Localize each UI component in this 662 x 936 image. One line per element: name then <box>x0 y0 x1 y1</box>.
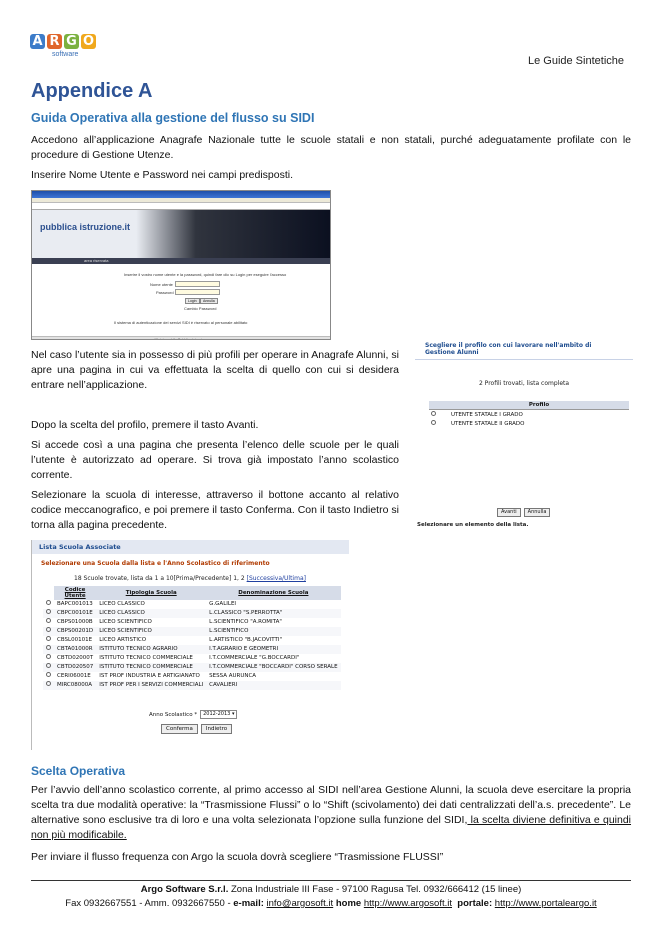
browser-titlebar <box>32 191 330 198</box>
operative-choice-title: Scelta Operativa <box>31 764 126 778</box>
operative-choice-text: Per l’avvio dell’anno scolastico corrente, al primo accesso al SIDI nell’area Gestione Alunni, la scuola deve esercitare la propria scelta tra due modalità operative: la “Trasmissione Flussi” o lo “Shift (scivolamento) dei dati centralizzati dell’a.s. precedente”. Le alternative sono esclusive tra di loro e una volta selezionata l’opzione sulla funzione del SIDI, <box>31 784 631 826</box>
name-column-header: Denominazione Scuola <box>206 586 340 600</box>
frame-border <box>31 540 32 750</box>
school-type: ISTITUTO TECNICO COMMERCIALE <box>99 655 193 661</box>
username-label: Nome utente <box>150 282 173 287</box>
reset-button[interactable]: Annulla <box>200 298 218 304</box>
profile-paragraph: Nel caso l’utente sia in possesso di più profili per operare in Anagrafe Alunni, si apre una pagina in cui va effettuata la scelta di quello con cui si desidera entrare nell’applicazione. <box>31 349 399 391</box>
logo-letter: A <box>30 34 45 49</box>
school-radio-cell <box>43 645 54 654</box>
school-radio-cell <box>43 654 54 663</box>
school-code: CBSL00101E <box>57 637 93 643</box>
school-radio[interactable] <box>46 645 51 650</box>
school-row[interactable] <box>43 645 341 654</box>
profile-table-radio-col <box>429 401 449 410</box>
portal-label: portale: <box>457 898 493 909</box>
school-count-text: 18 Scuole trovate, lista da 1 a 10[Prima/Precedente] 1, 2 <box>74 575 245 582</box>
school-name: I.T.AGRARIO E GEOMETRI <box>206 645 340 654</box>
school-radio[interactable] <box>46 618 51 623</box>
portal-link[interactable]: http://www.portaleargo.it <box>494 898 597 909</box>
school-list-instruction: Selezionare una Scuola dalla lista e l'Anno Scolastico di riferimento <box>41 560 270 567</box>
pagination-links[interactable]: [Successiva/Ultima] <box>246 575 306 582</box>
profile-radio-cell <box>429 410 449 420</box>
school-pagination <box>31 575 349 582</box>
school-year-field <box>149 710 237 719</box>
school-row[interactable] <box>43 663 341 672</box>
logo-letter: R <box>47 34 62 49</box>
school-code: CBTD02000T <box>57 655 94 661</box>
footer-address <box>31 884 631 895</box>
profile-row[interactable] <box>429 410 629 420</box>
logo-letters <box>30 34 100 49</box>
school-radio-cell <box>43 609 54 618</box>
school-radio[interactable] <box>46 600 51 605</box>
cancel-button[interactable]: Annulla <box>524 508 551 517</box>
school-code: CBTA01000R <box>54 645 96 654</box>
school-radio[interactable] <box>46 609 51 614</box>
school-radio-cell <box>43 636 54 645</box>
profile-column-header: Profilo <box>449 401 629 410</box>
profile-radio[interactable] <box>431 420 436 425</box>
school-radio[interactable] <box>46 636 51 641</box>
guide-series-title: Le Guide Sintetiche <box>527 55 624 67</box>
school-code: CBTD020507 <box>54 663 96 672</box>
operative-choice-warning: la scelta diviene definitiva e quindi non più modificabile. <box>31 814 632 841</box>
email-label: e-mail: <box>233 898 264 909</box>
school-row[interactable] <box>43 609 341 618</box>
school-type: LICEO CLASSICO <box>96 609 206 618</box>
school-row[interactable] <box>43 672 341 681</box>
school-radio[interactable] <box>46 627 51 632</box>
flow-instruction: Per inviare il flusso frequenza con Argo la scuola dovrà scegliere “Trasmissione FLUSSI” <box>31 851 444 863</box>
profile-row[interactable] <box>429 419 629 428</box>
school-code: CBPC00101E <box>54 609 96 618</box>
footer-divider <box>31 880 631 881</box>
profile-name: UTENTE STATALE II GRADO <box>451 420 525 427</box>
school-year-value: 2012-2013 <box>203 711 231 717</box>
school-name: I.T.COMMERCIALE "BOCCARDI" CORSO SERALE <box>206 663 340 672</box>
school-radio-cell <box>43 681 54 690</box>
school-row[interactable] <box>43 654 341 663</box>
school-list-screenshot <box>31 540 349 750</box>
profile-radio[interactable] <box>431 411 436 416</box>
school-radio-cell <box>43 672 54 681</box>
school-radio[interactable] <box>46 672 51 677</box>
school-row[interactable] <box>43 636 341 645</box>
school-radio[interactable] <box>46 663 51 668</box>
operative-choice-paragraph <box>31 783 631 843</box>
login-form <box>32 264 330 336</box>
school-type: IST PROF INDUSTRIA E ARTIGIANATO <box>99 673 200 679</box>
profile-radio-cell <box>429 419 449 428</box>
school-type: LICEO CLASSICO <box>99 601 145 607</box>
next-paragraph: Dopo la scelta del profilo, premere il tasto Avanti. <box>31 419 259 431</box>
footer-contacts <box>31 898 631 909</box>
home-label: home <box>335 898 362 909</box>
logo-letter: G <box>64 34 79 49</box>
school-row[interactable] <box>43 600 341 609</box>
school-code: CBPS01000B <box>57 619 93 625</box>
logo-subtitle: software <box>52 51 79 58</box>
school-table <box>43 586 341 690</box>
school-name: L.SCIENTIFICO <box>206 627 340 636</box>
school-type: LICEO SCIENTIFICO <box>96 627 206 636</box>
profile-screenshot <box>415 334 633 540</box>
change-password-link[interactable]: Cambio Password <box>184 306 217 311</box>
schools-paragraph: Si accede così a una pagina che presenta l’elenco delle scuole per le quali l’utente è autorizzato ad operare. Si trova già impostato l’anno scolastico corrente. <box>31 439 399 481</box>
school-year-label: Anno Scolastico * <box>149 711 198 718</box>
school-type: ISTITUTO TECNICO AGRARIO <box>96 645 206 654</box>
school-radio-cell <box>43 618 54 627</box>
school-name: L.CLASSICO "S.PERROTTA" <box>206 609 340 618</box>
home-link[interactable]: http://www.argosoft.it <box>363 898 453 909</box>
school-row[interactable] <box>43 627 341 636</box>
school-type: ISTITUTO TECNICO COMMERCIALE <box>96 663 206 672</box>
next-button[interactable]: Avanti <box>497 508 521 517</box>
username-input[interactable] <box>175 281 220 287</box>
school-radio-cell <box>43 600 54 609</box>
portal-nav-bar: area riservata <box>32 258 330 264</box>
portal-footer: Ministero della Pubblica Istruzione <box>32 336 330 340</box>
page-title: Appendice A <box>31 80 153 102</box>
school-radio-cell <box>43 627 54 636</box>
login-instruction: Inserire Nome Utente e Password nei campi predisposti. <box>31 169 294 181</box>
school-table-radio-col <box>43 586 54 600</box>
login-note: Il sistema di autenticazione dei servizi SIDI è riservato al personale abilitato <box>114 320 248 325</box>
chevron-down-icon: ▾ <box>231 711 235 717</box>
portal-logo: pubblica istruzione.it <box>40 222 131 232</box>
argo-logo <box>30 34 100 68</box>
school-name: G.GALILEI <box>209 601 237 607</box>
select-school-paragraph: Selezionare la scuola di interesse, attraverso il bottone accanto al relativo codice meccanografico, e poi premere il tasto Conferma. Con il tasto Indietro si torna alla pagina precedente. <box>31 489 399 531</box>
school-code: MIRC08000A <box>54 681 96 690</box>
logo-letter: O <box>82 34 95 49</box>
profiles-found: 2 Profili trovati, lista completa <box>478 380 570 387</box>
school-row[interactable] <box>43 681 341 690</box>
school-type: IST PROF PER I SERVIZI COMMERCIALI <box>96 681 206 690</box>
school-name: CAVALIERI <box>206 681 340 690</box>
intro-paragraph: Accedono all’applicazione Anagrafe Nazionale tutte le scuole statali e non statali, purché adeguatamente profilate con le procedure di Gestione Utenze. <box>31 134 631 161</box>
school-radio[interactable] <box>46 654 51 659</box>
browser-addressbar <box>32 203 330 210</box>
school-actions <box>161 724 232 734</box>
email-link[interactable]: info@argosoft.it <box>266 898 334 909</box>
login-screenshot <box>31 190 331 340</box>
login-button[interactable]: Login <box>185 298 200 304</box>
code-column-header: Codice Utente <box>54 586 96 600</box>
school-list-title: Lista Scuola Associate <box>31 540 349 554</box>
school-code: CBPS00201D <box>54 627 96 636</box>
back-button[interactable]: Indietro <box>201 724 232 734</box>
school-name: SESSA AURUNCA <box>209 673 257 679</box>
fax-text: Fax 0932667551 - Amm. 0932667550 - <box>65 898 234 909</box>
school-name: L.SCIENTIFICO "A.ROMITA" <box>209 619 282 625</box>
section-title: Guida Operativa alla gestione del flusso su SIDI <box>31 111 315 125</box>
select-hint: Selezionare un elemento della lista. <box>417 522 529 528</box>
confirm-button[interactable]: Conferma <box>161 724 198 734</box>
password-label: Password <box>156 290 174 295</box>
type-column-header: Tipologia Scuola <box>96 586 206 600</box>
company-address: Zona Industriale III Fase - 97100 Ragusa Tel. 0932/666412 (15 linee) <box>228 884 522 895</box>
school-type: LICEO SCIENTIFICO <box>99 619 152 625</box>
school-row[interactable] <box>43 618 341 627</box>
school-code: CERI06001E <box>57 673 91 679</box>
portal-banner <box>32 210 330 258</box>
profile-table <box>429 401 629 428</box>
profile-name: UTENTE STATALE I GRADO <box>451 411 523 418</box>
password-input[interactable] <box>175 289 220 295</box>
school-code: BAPC001013 <box>57 601 93 607</box>
school-name: L.ARTISTICO "B.JACOVITTI" <box>209 637 282 643</box>
school-radio[interactable] <box>46 681 51 686</box>
login-prompt: Inserire il vostro nome utente e la password, quindi fare clic su Login per eseguire l'accesso <box>124 272 287 277</box>
profile-actions <box>497 508 550 517</box>
school-type: LICEO ARTISTICO <box>99 637 147 643</box>
school-name: I.T.COMMERCIALE "G.BOCCARDI" <box>209 655 300 661</box>
school-radio-cell <box>43 663 54 672</box>
company-name: Argo Software S.r.l. <box>140 884 229 895</box>
profile-page-title: Scegliere il profilo con cui lavorare nell'ambito di Gestione Alunni <box>415 334 633 360</box>
school-year-select[interactable] <box>200 710 237 719</box>
